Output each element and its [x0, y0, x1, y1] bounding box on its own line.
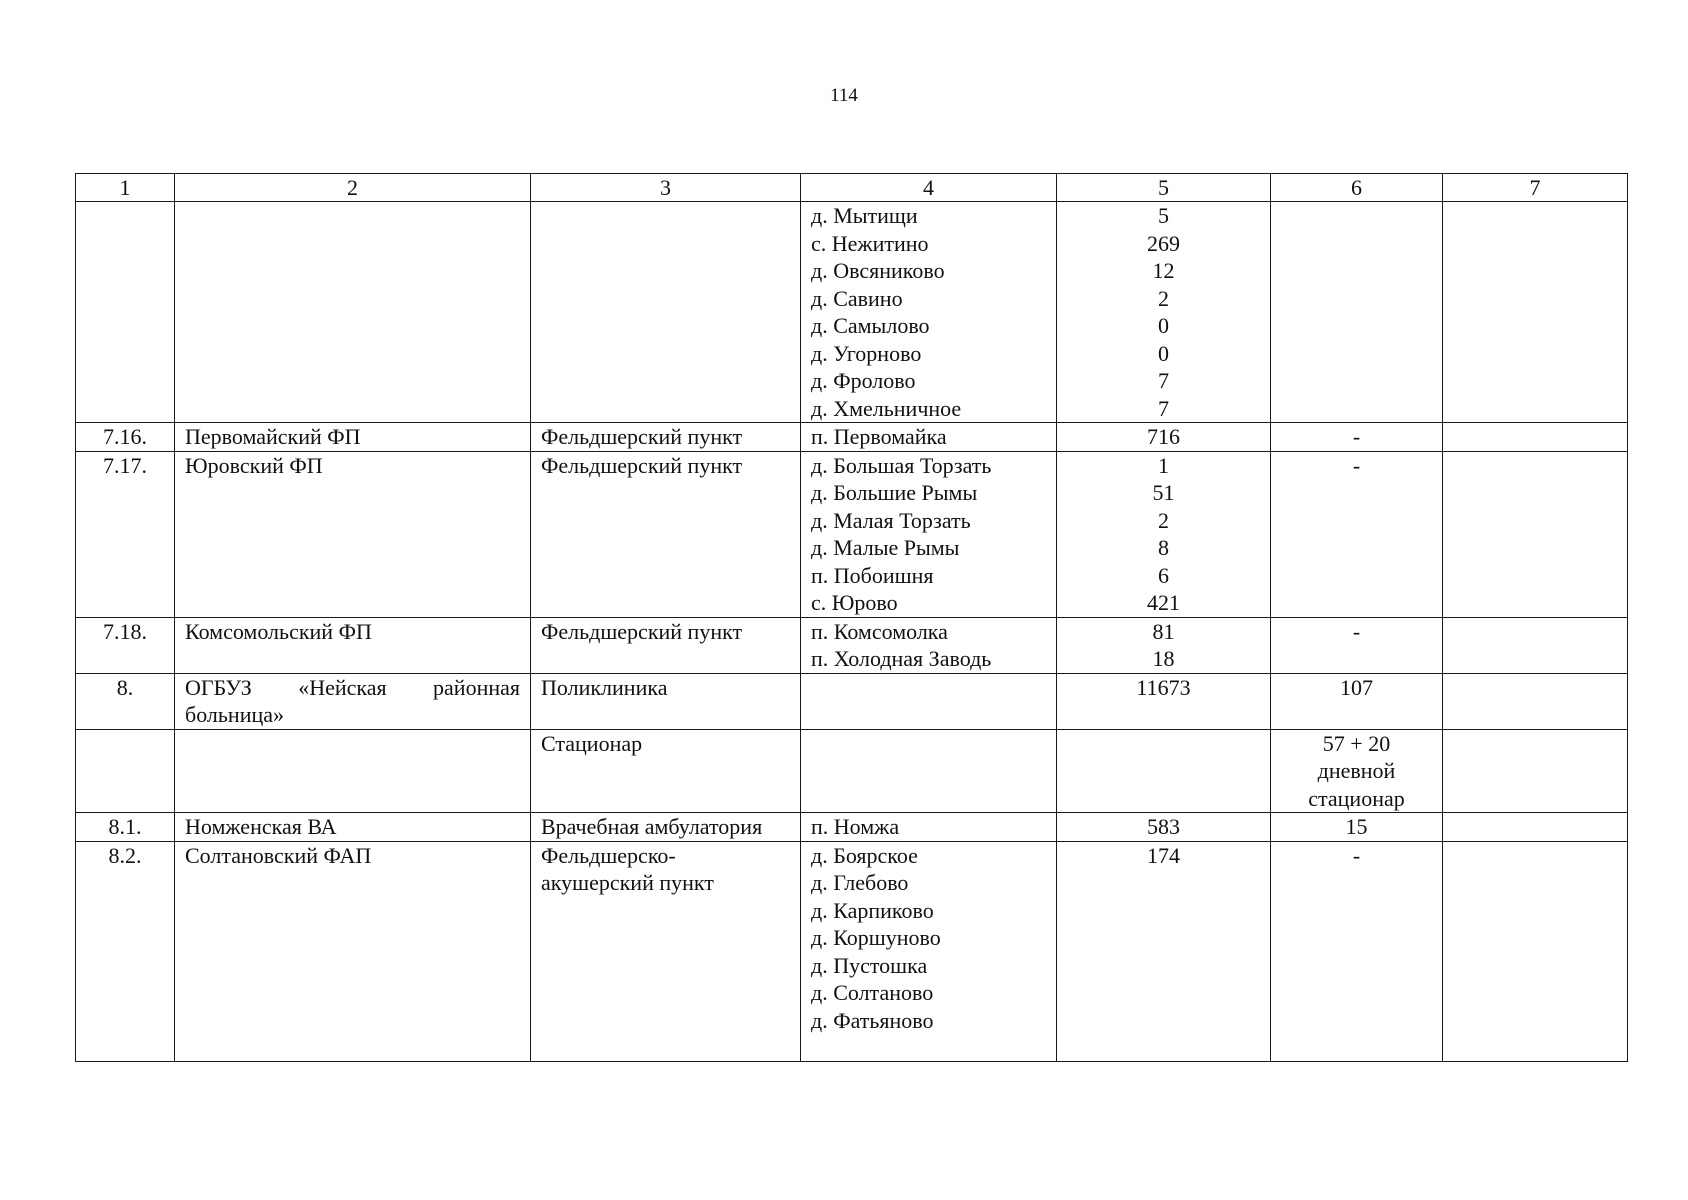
population-value: 18	[1152, 646, 1175, 671]
table-row	[76, 673, 1628, 729]
population-value: 421	[1147, 590, 1180, 615]
population-cell	[1057, 617, 1271, 673]
place-name: с. Юрово	[811, 590, 898, 615]
table-row	[76, 841, 1628, 1061]
table-row	[76, 617, 1628, 673]
column-header: 2	[175, 174, 531, 202]
facility-name	[175, 673, 531, 729]
table-row	[76, 423, 1628, 452]
place-name: д. Солтаново	[811, 980, 934, 1005]
population-value: 716	[1147, 424, 1180, 449]
beds-cell: -	[1271, 423, 1443, 452]
beds-cell	[1271, 729, 1443, 813]
facility-type: Врачебная амбулатория	[531, 813, 801, 842]
row-number	[76, 202, 175, 423]
table-row	[76, 813, 1628, 842]
row-number: 7.18.	[76, 617, 175, 673]
facility-type: Поликлиника	[531, 673, 801, 729]
column-header: 1	[76, 174, 175, 202]
population-value: 5	[1158, 203, 1169, 228]
name-word: ОГБУЗ	[185, 674, 252, 700]
place-name: д. Угорново	[811, 340, 922, 366]
row-number: 8.2.	[76, 841, 175, 1061]
place-name: с. Нежитино	[811, 230, 929, 256]
population-cell	[1057, 673, 1271, 729]
facility-name: Комсомольский ФП	[175, 617, 531, 673]
population-cell	[1057, 841, 1271, 1061]
note-cell	[1443, 841, 1628, 1061]
population-value: 2	[1158, 507, 1169, 533]
place-name: д. Самылово	[811, 313, 930, 338]
note-cell	[1443, 202, 1628, 423]
beds-line: стационар	[1308, 785, 1405, 811]
column-header: 4	[801, 174, 1057, 202]
place-name: д. Карпиково	[811, 897, 934, 923]
place-name: д. Савино	[811, 285, 903, 311]
place-name: д. Овсяниково	[811, 258, 945, 283]
population-value: 0	[1158, 313, 1169, 338]
facility-name	[175, 202, 531, 423]
name-word: «Нейская	[298, 674, 387, 700]
beds-cell: -	[1271, 841, 1443, 1061]
population-value: 2	[1158, 285, 1169, 311]
place-name: д. Коршуново	[811, 925, 941, 950]
facility-name-line	[185, 674, 520, 702]
population-value: 1	[1158, 452, 1169, 478]
population-cell	[1057, 423, 1271, 452]
place-name: д. Мытищи	[811, 203, 918, 228]
facility-name: Юровский ФП	[175, 451, 531, 617]
place-name: д. Пустошка	[811, 952, 928, 978]
column-header: 7	[1443, 174, 1628, 202]
population-value: 81	[1152, 618, 1175, 644]
places-cell	[801, 617, 1057, 673]
facility-type: Стационар	[531, 729, 801, 813]
note-cell	[1443, 729, 1628, 813]
population-cell	[1057, 451, 1271, 617]
places-cell	[801, 202, 1057, 423]
places-cell	[801, 673, 1057, 729]
place-name: д. Фатьяново	[811, 1007, 934, 1033]
place-name: д. Большие Рымы	[811, 480, 978, 505]
place-name: д. Хмельничное	[811, 395, 962, 421]
facility-name: Солтановский ФАП	[175, 841, 531, 1061]
facilities-table	[75, 173, 1628, 1062]
facility-type: Фельдшерский пункт	[531, 617, 801, 673]
table-row	[76, 202, 1628, 423]
place-name: п. Номжа	[811, 814, 900, 839]
beds-cell: 107	[1271, 673, 1443, 729]
population-cell	[1057, 729, 1271, 813]
row-number: 7.17.	[76, 451, 175, 617]
place-name: д. Большая Торзать	[811, 452, 992, 478]
places-cell	[801, 841, 1057, 1061]
beds-cell	[1271, 202, 1443, 423]
population-value: 11673	[1136, 674, 1191, 700]
facility-type-line: Фельдшерско-	[541, 842, 676, 868]
population-value: 174	[1147, 842, 1180, 868]
population-cell	[1057, 813, 1271, 842]
row-number: 8.1.	[76, 813, 175, 842]
facility-type	[531, 202, 801, 423]
table-header-row	[76, 174, 1628, 202]
population-value: 7	[1158, 368, 1169, 393]
page-number: 114	[830, 85, 858, 106]
beds-line: 57 + 20	[1322, 730, 1391, 756]
place-name: д. Боярское	[811, 842, 918, 868]
column-header: 5	[1057, 174, 1271, 202]
population-value: 269	[1147, 230, 1180, 256]
place-name: п. Побоишня	[811, 562, 934, 588]
note-cell	[1443, 617, 1628, 673]
facility-name	[175, 729, 531, 813]
places-cell	[801, 451, 1057, 617]
population-cell	[1057, 202, 1271, 423]
name-word: районная	[433, 674, 520, 700]
row-number	[76, 729, 175, 813]
population-value: 8	[1158, 535, 1169, 560]
note-cell	[1443, 451, 1628, 617]
facility-type-line: акушерский пункт	[541, 870, 714, 895]
note-cell	[1443, 423, 1628, 452]
place-name: д. Малые Рымы	[811, 535, 960, 560]
population-value: 0	[1158, 340, 1169, 366]
population-value: 7	[1158, 395, 1169, 421]
column-header: 3	[531, 174, 801, 202]
place-name: д. Глебово	[811, 870, 909, 895]
row-number: 7.16.	[76, 423, 175, 452]
places-cell	[801, 813, 1057, 842]
column-header: 6	[1271, 174, 1443, 202]
population-value: 6	[1158, 562, 1169, 588]
facility-name-line: больница»	[185, 702, 284, 727]
facility-name: Первомайский ФП	[175, 423, 531, 452]
table-row	[76, 729, 1628, 813]
table-row	[76, 451, 1628, 617]
population-value: 12	[1152, 258, 1175, 283]
places-cell	[801, 423, 1057, 452]
facility-type: Фельдшерский пункт	[531, 451, 801, 617]
beds-cell: -	[1271, 617, 1443, 673]
place-name: д. Фролово	[811, 368, 916, 393]
facility-type	[531, 841, 801, 1061]
beds-line: дневной	[1317, 758, 1396, 783]
note-cell	[1443, 813, 1628, 842]
place-name: п. Первомайка	[811, 424, 947, 449]
place-name: п. Холодная Заводь	[811, 646, 992, 671]
facility-name: Номженская ВА	[175, 813, 531, 842]
place-name: п. Комсомолка	[811, 618, 948, 644]
note-cell	[1443, 673, 1628, 729]
population-value: 583	[1147, 814, 1180, 839]
beds-cell: -	[1271, 451, 1443, 617]
row-number: 8.	[76, 673, 175, 729]
places-cell	[801, 729, 1057, 813]
beds-cell: 15	[1271, 813, 1443, 842]
facility-type: Фельдшерский пункт	[531, 423, 801, 452]
population-value: 51	[1152, 480, 1175, 505]
place-name: д. Малая Торзать	[811, 507, 971, 533]
